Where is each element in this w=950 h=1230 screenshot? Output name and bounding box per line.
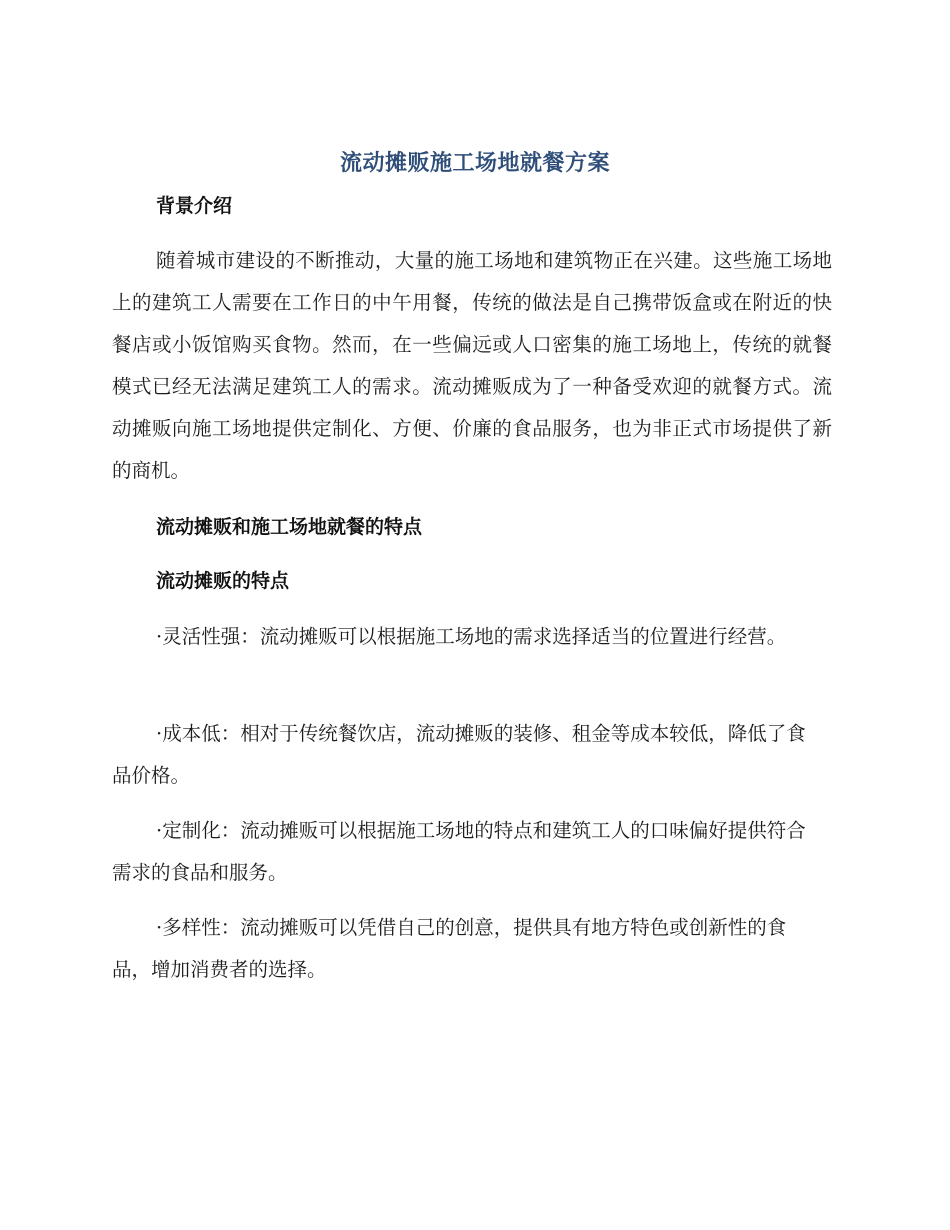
bullet-mark: · xyxy=(156,722,163,745)
background-paragraph: 随着城市建设的不断推动，大量的施工场地和建筑物正在兴建。这些施工场地上的建筑工人需要在工作日的中午用餐，传统的做法是自己携带饭盒或在附近的快餐店或小饭馆购买食物。然而，在一些偏远或人口密集的施工场地上，传统的就餐模式已经无法满足建筑工人的需求。流动摊贩成为了一种备受欢迎的就餐方式。流动摊贩向施工场地提供定制化、方便、价廉的食品服务，也为非正式市场提供了新的商机。 xyxy=(112,249,832,482)
section-heading-features: 流动摊贩和施工场地就餐的特点 xyxy=(156,516,423,538)
bullet-text: 多样性：流动摊贩可以凭借自己的创意，提供具有地方特色或创新性的食品，增加消费者的选择。 xyxy=(112,916,787,981)
bullet-text: 灵活性强：流动摊贩可以根据施工场地的需求选择适当的位置进行经营。 xyxy=(162,625,787,648)
bullet-item-low-cost xyxy=(112,713,824,797)
bullet-text: 成本低：相对于传统餐饮店，流动摊贩的装修、租金等成本较低，降低了食品价格。 xyxy=(112,722,806,787)
bullet-mark: · xyxy=(156,819,163,842)
bullet-item-customization xyxy=(112,810,824,894)
bullet-item-diversity xyxy=(112,907,824,991)
bullet-mark: · xyxy=(156,916,163,939)
section-heading-vendor-features: 流动摊贩的特点 xyxy=(156,570,290,592)
document-title: 流动摊贩施工场地就餐方案 xyxy=(339,151,610,176)
bullet-mark: · xyxy=(156,625,163,648)
bullet-item-flexibility xyxy=(112,616,824,658)
bullet-text: 定制化：流动摊贩可以根据施工场地的特点和建筑工人的口味偏好提供符合需求的食品和服务。 xyxy=(112,819,806,884)
section-heading-background: 背景介绍 xyxy=(156,195,233,217)
